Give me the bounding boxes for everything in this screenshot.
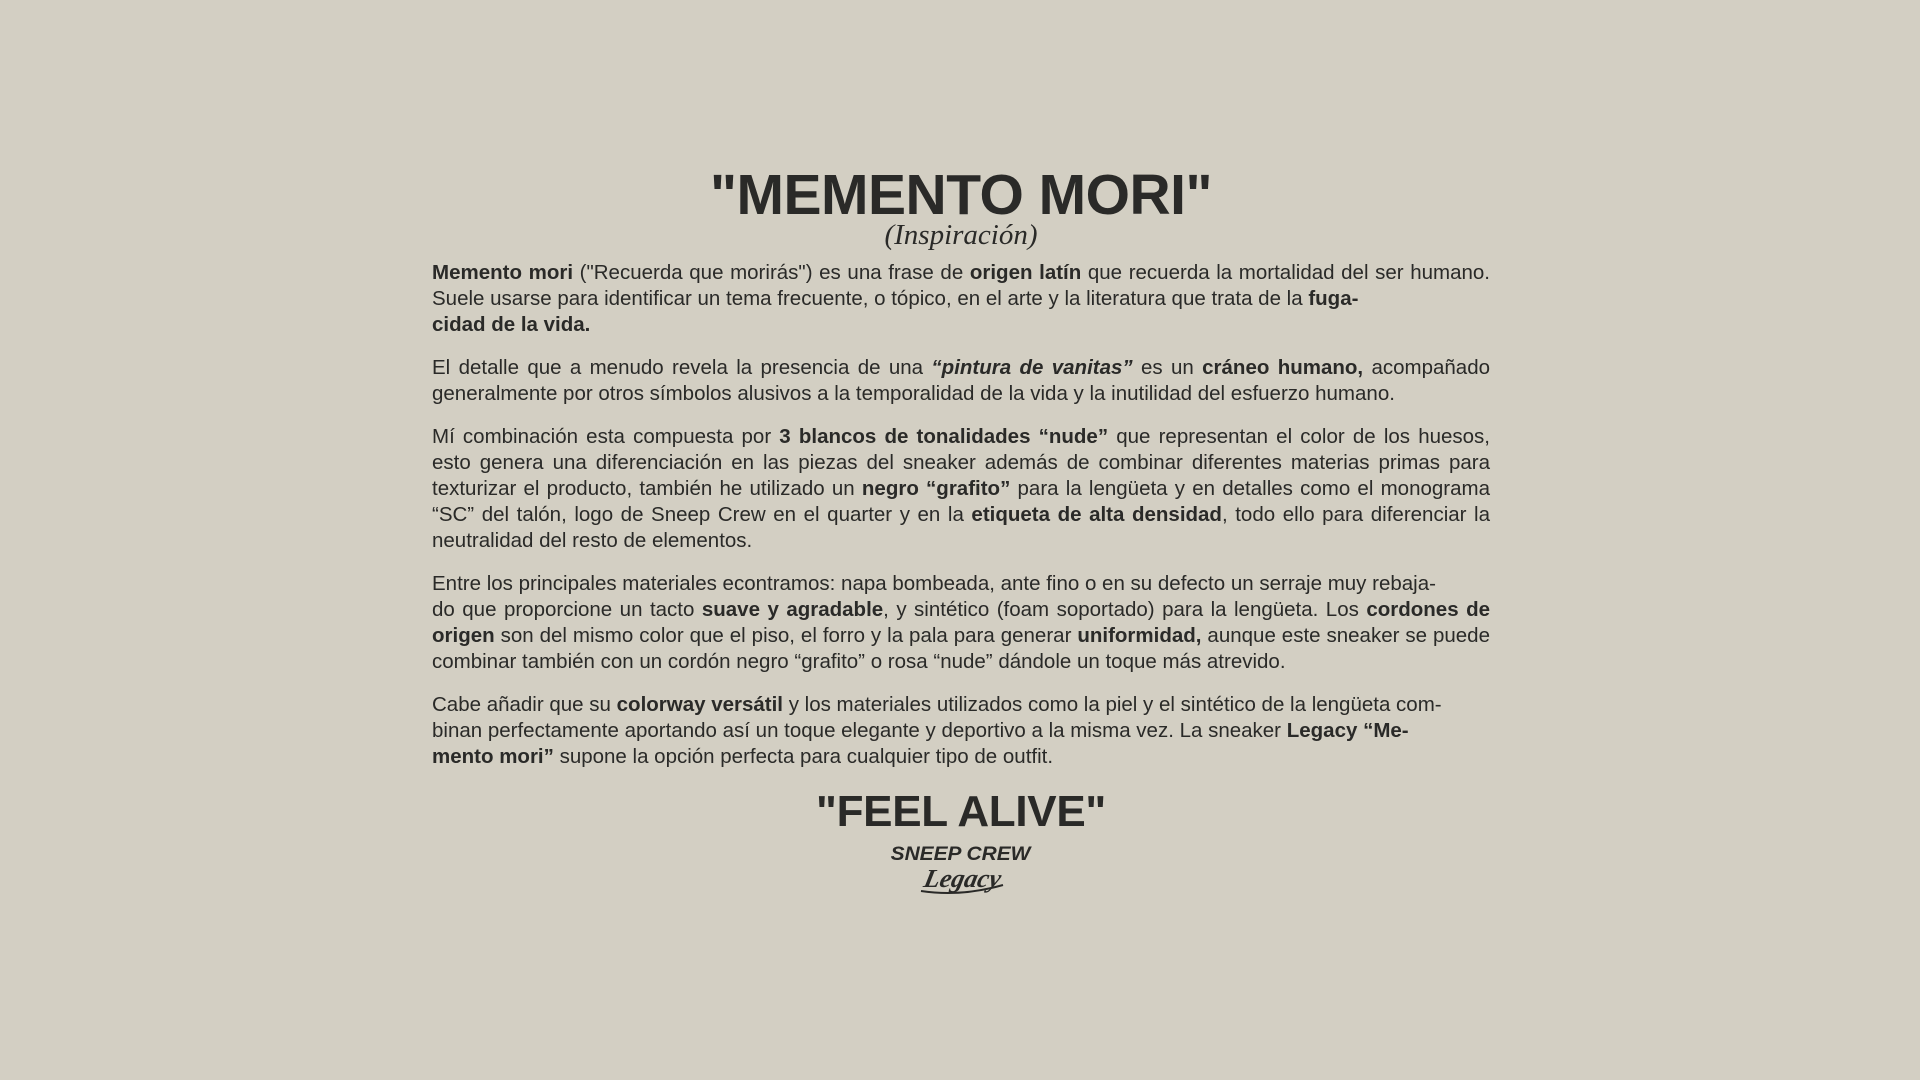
- emphasis-text: fuga-: [1308, 287, 1359, 310]
- paragraph-text: , y sintético (foam soportado) para la lengüeta. Los: [883, 598, 1367, 621]
- body-text: [432, 260, 1490, 770]
- emphasis-text: cordones de origen: [432, 598, 1490, 647]
- logo-wordmark: SNEEP CREW: [891, 844, 1031, 865]
- emphasis-text: cráneo humano,: [1202, 356, 1364, 379]
- paragraph-text: El detalle que a menudo revela la presencia de una: [432, 356, 932, 379]
- logo-script-text: Legacy: [921, 864, 1004, 893]
- paragraph-text: acompañado generalmente por otros símbolos alusivos a la temporalidad de la vida y la inutilidad del esfuerzo humano.: [432, 356, 1491, 405]
- emphasis-text: uniformidad,: [1077, 624, 1202, 647]
- paragraph-text: supone la opción perfecta para cualquier tipo de outfit.: [553, 745, 1054, 768]
- paragraph-text: , todo ello para diferenciar la neutralidad del resto de elementos.: [432, 503, 1491, 552]
- paragraph-text: do que proporcione un tacto: [432, 598, 702, 621]
- logo-script-legacy: [911, 863, 1011, 897]
- paragraph-text: Mí combinación esta compuesta por: [432, 425, 780, 448]
- emphasis-text: colorway versátil: [616, 693, 784, 716]
- sneep-crew-legacy-logo: [876, 845, 1046, 897]
- paragraph-text: es un: [1132, 356, 1203, 379]
- emphasis-text: etiqueta de alta densidad: [971, 503, 1222, 526]
- body-paragraph: [432, 424, 1490, 554]
- emphasis-text: Legacy “Me-: [1286, 719, 1409, 742]
- page-title: "MEMENTO MORI": [710, 163, 1212, 227]
- paragraph-text: binan perfectamente aportando así un toque elegante y deportivo a la misma vez. La sneaker: [432, 719, 1287, 742]
- paragraph-text: y los materiales utilizados como la piel y el sintético de la lengüeta com-: [783, 693, 1442, 716]
- paragraph-text: que recuerda la mortalidad del ser humano. Suele usarse para identificar un tema frecuente, o tópico, en el arte y la literatura que trata de la: [432, 261, 1490, 310]
- paragraph-text: ("Recuerda que morirás") es una frase de: [573, 261, 970, 284]
- emphasis-text: mento mori”: [432, 745, 554, 768]
- emphasis-text: cidad de la vida.: [432, 313, 591, 336]
- body-paragraph: [432, 571, 1490, 675]
- paragraph-text: aunque este sneaker se puede combinar también con un cordón negro “grafito” o rosa “nude” dándole un toque más atrevido.: [432, 624, 1490, 673]
- paragraph-text: son del mismo color que el piso, el forro y la pala para generar: [494, 624, 1078, 647]
- paragraph-text: para la lengüeta y en detalles como el monograma “SC” del talón, logo de Sneep Crew en el quarter y en la: [432, 477, 1490, 526]
- content-column: [432, 162, 1490, 897]
- emphasis-text: suave y agradable: [701, 598, 884, 621]
- paragraph-text: Entre los principales materiales econtramos: napa bombeada, ante fino o en su defecto un serraje muy rebaja-: [432, 572, 1436, 595]
- paragraph-text: Cabe añadir que su: [432, 693, 617, 716]
- body-paragraph: [432, 692, 1490, 770]
- emphasis-text: negro “grafito”: [861, 477, 1011, 500]
- closing-slogan: "FEEL ALIVE": [816, 787, 1106, 836]
- emphasis-text: Memento mori: [432, 261, 574, 284]
- emphasis-text: origen latín: [969, 261, 1082, 284]
- page-subtitle: (Inspiración): [884, 219, 1038, 251]
- body-paragraph: [432, 260, 1490, 338]
- paragraph-text: que representan el color de los huesos, esto genera una diferenciación en las piezas del sneaker además de combinar diferentes materias primas para texturizar el producto, también he utilizado un: [432, 425, 1490, 500]
- emphasis-text: “pintura de vanitas”: [931, 356, 1133, 379]
- body-paragraph: [432, 355, 1490, 407]
- emphasis-text: 3 blancos de tonalidades “nude”: [779, 425, 1109, 448]
